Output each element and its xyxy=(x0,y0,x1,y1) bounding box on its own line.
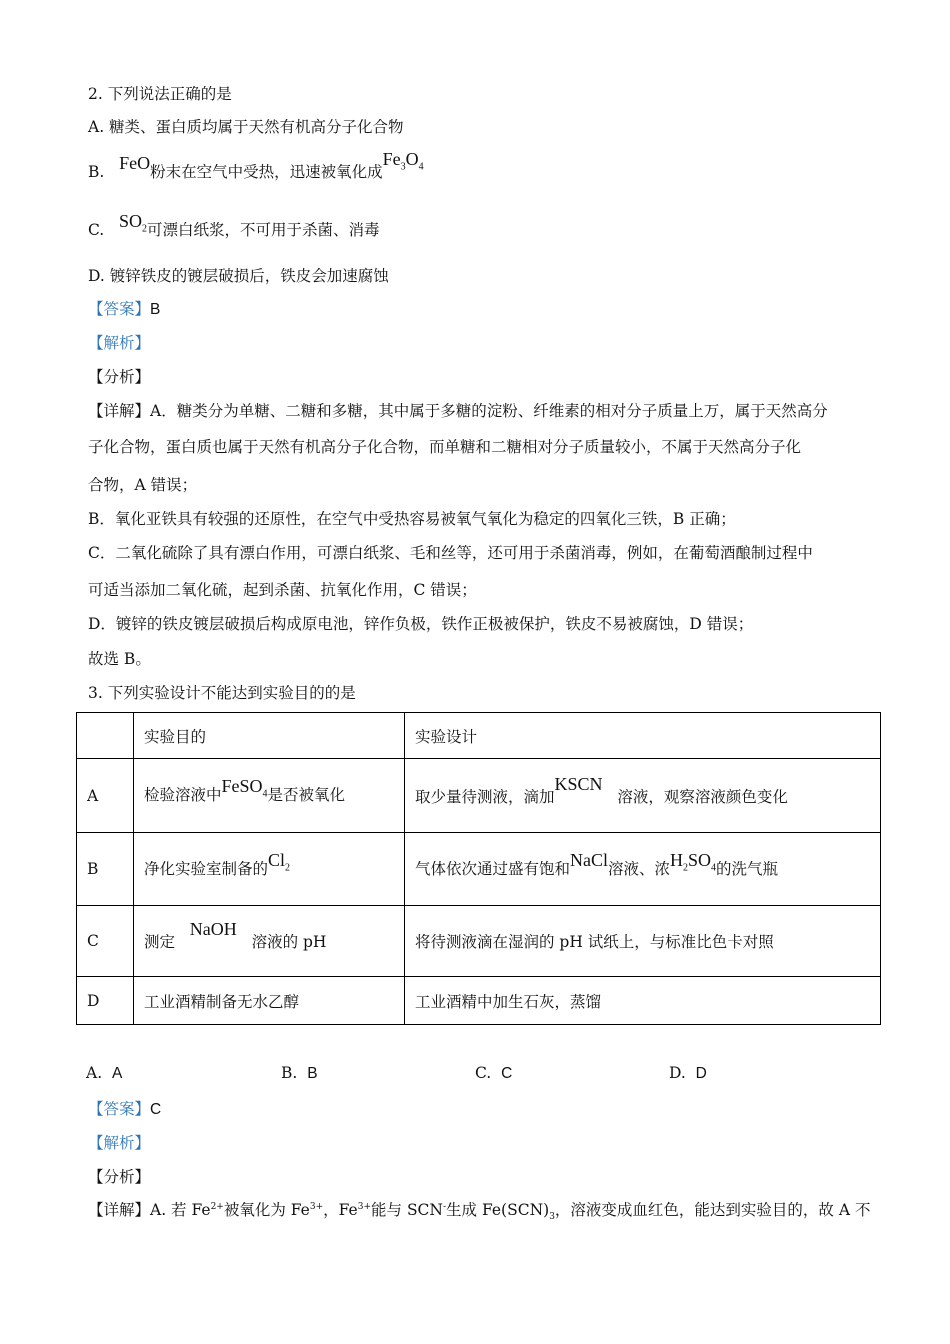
q2-option-b xyxy=(88,149,424,185)
q2-analysis-tag: 【解析】 xyxy=(88,334,151,352)
q3-option-c: C. C xyxy=(475,1064,513,1082)
label: C. xyxy=(88,221,105,239)
text: 可漂白纸浆，不可用于杀菌、消毒 xyxy=(147,221,380,239)
q3-stem: 3. 下列实验设计不能达到实验目的的是 xyxy=(88,684,356,702)
table-row: C 测定 NaOH 溶液的 pH 将待测液滴在湿润的 pH 试纸上，与标准比色卡对照 xyxy=(77,906,881,977)
q2-fenxi: 【分析】 xyxy=(88,368,151,386)
detail-line: 故选 B。 xyxy=(88,650,151,668)
q3-option-a: A. A xyxy=(86,1064,123,1082)
detail-line: 【详解】A．糖类分为单糖、二糖和多糖，其中属于多糖的淀粉、纤维素的相对分子质量上万，属于天然高分 xyxy=(88,402,828,420)
q3-answer: 【答案】C xyxy=(88,1100,162,1118)
q3-fenxi: 【分析】 xyxy=(88,1168,151,1186)
q2-option-d: D. 镀锌铁皮的镀层破损后，铁皮会加速腐蚀 xyxy=(88,267,389,285)
label: B. xyxy=(88,163,105,181)
formula: FeO xyxy=(119,153,151,173)
formula: $Fe_3O_4$ xyxy=(382,149,424,173)
text: 粉末在空气中受热，迅速被氧化成 xyxy=(150,163,383,181)
q3-option-d: D. D xyxy=(669,1064,707,1082)
q3-detail: 【详解】A. 若 $Fe^{2+}$被氧化为 $Fe^{3+}$，$Fe^{3+}$能与 SCN-生成 $Fe(SCN)_3$，溶液变成血红色，能达到实验目的，故 A 不 xyxy=(88,1201,871,1223)
detail-line: 合物，A 错误； xyxy=(88,476,198,494)
detail-line: D．镀锌的铁皮镀层破损后构成原电池，锌作负极，铁作正极被保护，铁皮不易被腐蚀，D 错误； xyxy=(88,615,754,633)
table-row: D 工业酒精制备无水乙醇 工业酒精中加生石灰，蒸馏 xyxy=(77,977,881,1025)
q2-stem: 2. 下列说法正确的是 xyxy=(88,85,232,103)
experiment-table xyxy=(76,712,881,1025)
detail-line: C．二氧化硫除了具有漂白作用，可漂白纸浆、毛和丝等，还可用于杀菌消毒，例如，在葡萄酒酿制过程中 xyxy=(88,544,813,562)
formula: $SO_2$ xyxy=(119,211,148,235)
detail-line: 可适当添加二氧化硫，起到杀菌、抗氧化作用，C 错误； xyxy=(88,581,477,599)
q2-option-c xyxy=(88,211,380,243)
q2-answer: 【答案】B xyxy=(88,300,161,318)
detail-line: 子化合物，蛋白质也属于天然有机高分子化合物，而单糖和二糖相对分子质量较小，不属于天然高分子化 xyxy=(88,438,802,456)
q2-option-a: A. 糖类、蛋白质均属于天然有机高分子化合物 xyxy=(88,118,404,136)
table-header: 实验目的 实验设计 xyxy=(77,713,881,759)
detail-line: B．氧化亚铁具有较强的还原性，在空气中受热容易被氧气氧化为稳定的四氧化三铁，B 正确； xyxy=(88,510,736,528)
table-row: B 净化实验室制备的$Cl_2$ 气体依次通过盛有饱和NaCl溶液、浓$H_2SO_4$的洗气瓶 xyxy=(77,833,881,906)
q3-option-b: B. B xyxy=(281,1064,318,1082)
table-row: A 检验溶液中FeSO$_4$是否被氧化 取少量待测液，滴加KSCN 溶液，观察溶液颜色变化 xyxy=(77,759,881,833)
q3-analysis-tag: 【解析】 xyxy=(88,1134,151,1152)
